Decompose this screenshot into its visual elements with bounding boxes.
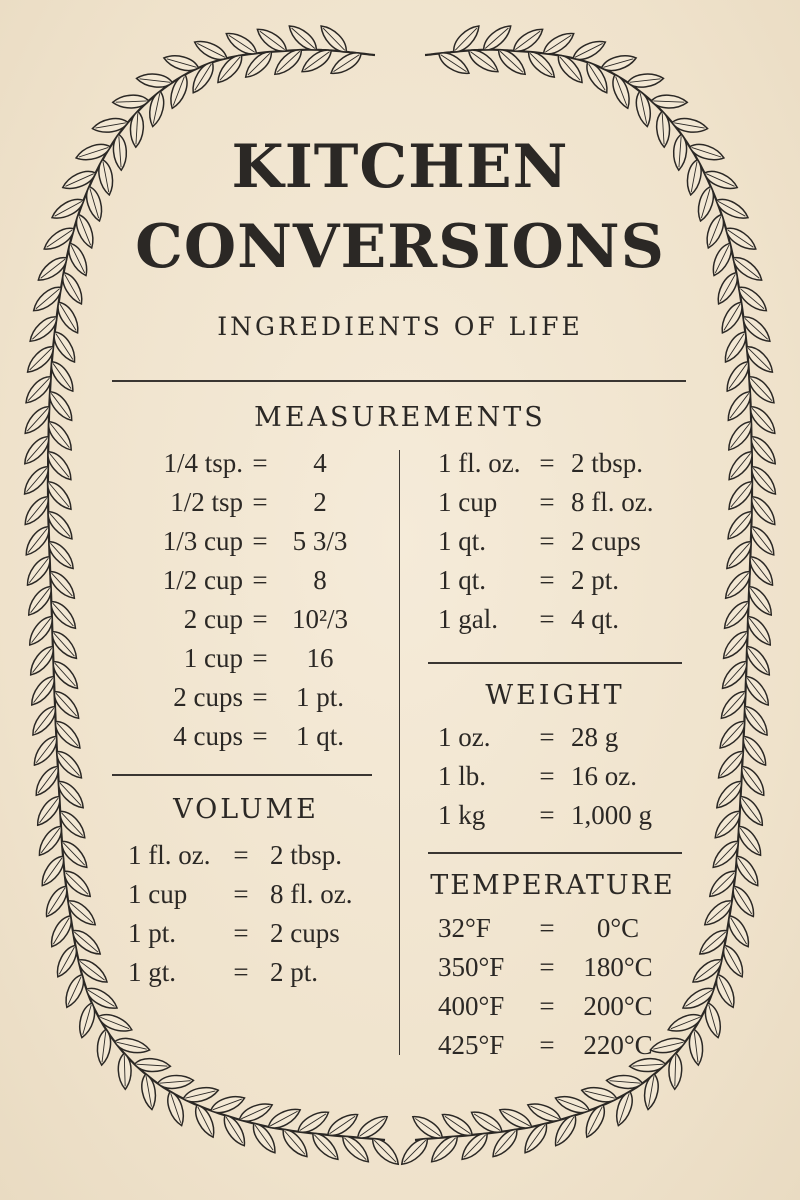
from-value: 1 fl. oz. bbox=[128, 840, 211, 870]
volume-heading: VOLUME bbox=[173, 794, 319, 825]
from-value: 1 gal. bbox=[438, 604, 498, 634]
from-value: 1 qt. bbox=[438, 565, 487, 595]
measurements-list bbox=[125, 448, 395, 760]
from-value: 425°F bbox=[438, 1030, 505, 1060]
to-value: 2 pt. bbox=[571, 565, 620, 595]
to-value: 2 pt. bbox=[270, 957, 319, 987]
to-value: 180°C bbox=[583, 952, 653, 982]
temperature-heading: TEMPERATURE bbox=[430, 870, 675, 901]
from-value: 1/2 tsp bbox=[170, 487, 243, 517]
subtitle: INGREDIENTS OF LIFE bbox=[217, 312, 583, 341]
title-line-1: KITCHEN bbox=[231, 132, 569, 202]
list-item bbox=[125, 682, 395, 721]
from-value: 32°F bbox=[438, 913, 491, 943]
from-value: 1/4 tsp. bbox=[163, 448, 243, 478]
list-item bbox=[438, 913, 688, 952]
measurements-right-list bbox=[438, 448, 688, 643]
equals-sign: = bbox=[539, 913, 555, 943]
to-value: 5 3/3 bbox=[292, 526, 348, 556]
list-item bbox=[128, 840, 388, 879]
equals-sign: = bbox=[539, 1030, 555, 1060]
list-item bbox=[128, 957, 388, 996]
from-value: 1 kg bbox=[438, 800, 486, 830]
temperature-list bbox=[438, 913, 688, 1069]
equals-sign: = bbox=[252, 604, 268, 634]
equals-sign: = bbox=[252, 526, 268, 556]
to-value: 2 cups bbox=[571, 526, 641, 556]
title-line-2: CONVERSIONS bbox=[135, 212, 665, 282]
from-value: 1 oz. bbox=[438, 722, 491, 752]
to-value: 4 bbox=[313, 448, 327, 478]
from-value: 1 lb. bbox=[438, 761, 487, 791]
list-item bbox=[438, 604, 688, 643]
equals-sign: = bbox=[252, 448, 268, 478]
temperature-divider bbox=[428, 852, 682, 854]
equals-sign: = bbox=[539, 761, 555, 791]
from-value: 350°F bbox=[438, 952, 505, 982]
to-value: 16 oz. bbox=[571, 761, 637, 791]
equals-sign: = bbox=[539, 448, 555, 478]
to-value: 1 qt. bbox=[295, 721, 344, 751]
list-item bbox=[438, 565, 688, 604]
equals-sign: = bbox=[233, 957, 249, 987]
equals-sign: = bbox=[539, 526, 555, 556]
weight-list bbox=[438, 722, 688, 839]
to-value: 220°C bbox=[583, 1030, 653, 1060]
from-value: 4 cups bbox=[173, 721, 243, 751]
from-value: 1 cup bbox=[183, 643, 243, 673]
to-value: 28 g bbox=[571, 722, 619, 752]
column-divider bbox=[399, 450, 400, 1055]
to-value: 8 bbox=[313, 565, 327, 595]
list-item bbox=[125, 604, 395, 643]
from-value: 1/2 cup bbox=[162, 565, 243, 595]
to-value: 4 qt. bbox=[571, 604, 620, 634]
list-item bbox=[438, 448, 688, 487]
equals-sign: = bbox=[233, 840, 249, 870]
list-item bbox=[128, 918, 388, 957]
to-value: 10²/3 bbox=[291, 604, 349, 634]
list-item bbox=[125, 721, 395, 760]
equals-sign: = bbox=[539, 991, 555, 1021]
to-value: 2 cups bbox=[270, 918, 340, 948]
from-value: 1 cup bbox=[438, 487, 498, 517]
volume-list bbox=[128, 840, 388, 996]
to-value: 0°C bbox=[596, 913, 640, 943]
list-item bbox=[125, 565, 395, 604]
from-value: 1 fl. oz. bbox=[438, 448, 521, 478]
list-item bbox=[125, 526, 395, 565]
to-value: 2 tbsp. bbox=[270, 840, 343, 870]
title-divider bbox=[112, 380, 686, 382]
from-value: 1 gt. bbox=[128, 957, 177, 987]
equals-sign: = bbox=[539, 487, 555, 517]
from-value: 2 cup bbox=[183, 604, 243, 634]
list-item bbox=[125, 643, 395, 682]
equals-sign: = bbox=[233, 879, 249, 909]
to-value: 8 fl. oz. bbox=[571, 487, 654, 517]
measurements-heading: MEASUREMENTS bbox=[254, 402, 546, 433]
equals-sign: = bbox=[252, 565, 268, 595]
list-item bbox=[125, 448, 395, 487]
to-value: 1 pt. bbox=[295, 682, 344, 712]
to-value: 8 fl. oz. bbox=[270, 879, 353, 909]
to-value: 2 tbsp. bbox=[571, 448, 644, 478]
to-value: 2 bbox=[313, 487, 327, 517]
from-value: 1 qt. bbox=[438, 526, 487, 556]
equals-sign: = bbox=[539, 565, 555, 595]
from-value: 2 cups bbox=[173, 682, 243, 712]
equals-sign: = bbox=[539, 800, 555, 830]
to-value: 1,000 g bbox=[571, 800, 652, 830]
equals-sign: = bbox=[252, 682, 268, 712]
equals-sign: = bbox=[252, 643, 268, 673]
list-item bbox=[438, 526, 688, 565]
volume-divider bbox=[112, 774, 372, 776]
from-value: 1/3 cup bbox=[162, 526, 243, 556]
to-value: 16 bbox=[306, 643, 334, 673]
to-value: 200°C bbox=[583, 991, 653, 1021]
equals-sign: = bbox=[539, 952, 555, 982]
list-item bbox=[125, 487, 395, 526]
list-item bbox=[438, 991, 688, 1030]
list-item bbox=[128, 879, 388, 918]
equals-sign: = bbox=[539, 604, 555, 634]
list-item bbox=[438, 1030, 688, 1069]
equals-sign: = bbox=[252, 721, 268, 751]
list-item bbox=[438, 722, 688, 761]
from-value: 1 cup bbox=[128, 879, 188, 909]
weight-divider bbox=[428, 662, 682, 664]
list-item bbox=[438, 800, 688, 839]
list-item bbox=[438, 952, 688, 991]
weight-heading: WEIGHT bbox=[485, 680, 625, 711]
from-value: 1 pt. bbox=[128, 918, 177, 948]
list-item bbox=[438, 487, 688, 526]
equals-sign: = bbox=[233, 918, 249, 948]
list-item bbox=[438, 761, 688, 800]
from-value: 400°F bbox=[438, 991, 505, 1021]
equals-sign: = bbox=[252, 487, 268, 517]
equals-sign: = bbox=[539, 722, 555, 752]
